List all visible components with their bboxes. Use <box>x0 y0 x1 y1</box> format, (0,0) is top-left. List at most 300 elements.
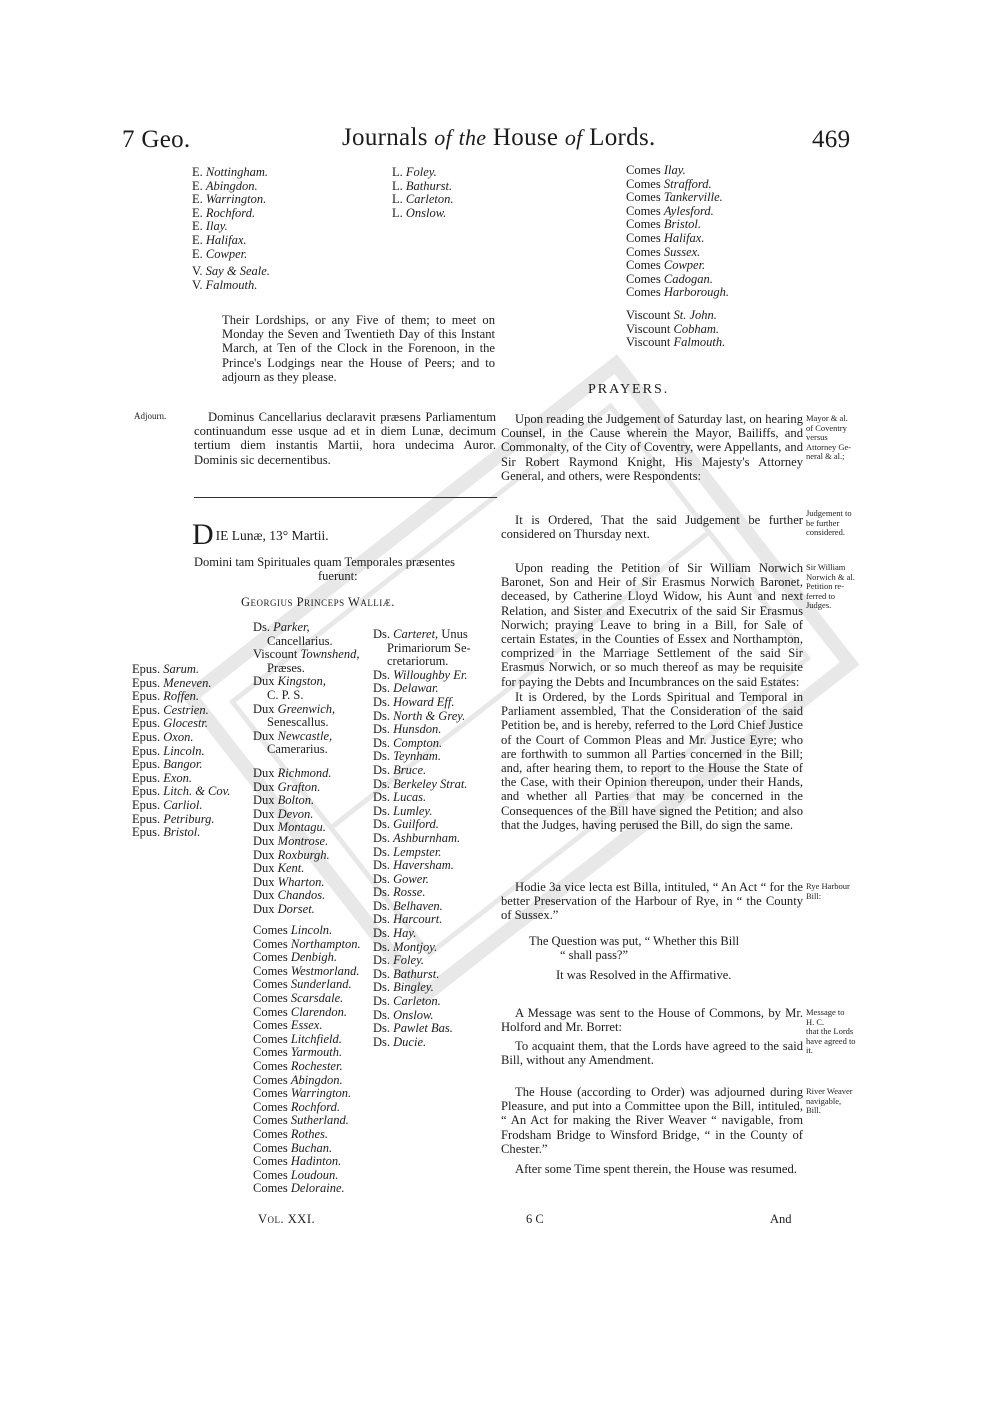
peer-name: Deloraine. <box>290 1181 345 1196</box>
margin-note-line: ferred to <box>806 590 836 601</box>
list-item <box>373 805 471 819</box>
title-prefix: Ds. <box>373 627 394 641</box>
office-title: cretariorum. <box>387 654 449 669</box>
peer-name: Exon. <box>163 770 193 785</box>
peer-name: Rosse. <box>393 885 426 900</box>
sitting-intro-line1: Domini tam Spirituales quam Temporales præsentes <box>194 555 456 569</box>
peer-name: Richmond. <box>277 766 332 780</box>
list-item <box>132 731 230 745</box>
list-item <box>253 821 331 835</box>
title-prefix: Ds. <box>373 776 394 791</box>
barons-list <box>373 628 471 1049</box>
title-prefix: Epus. <box>132 811 164 826</box>
peer-name: Sunderland. <box>290 977 352 992</box>
peer-name: Sussex. <box>663 244 701 259</box>
sitting-heading <box>192 518 492 551</box>
peer-name: Cobham. <box>673 321 720 336</box>
earls-list <box>253 924 361 1196</box>
list-item <box>373 941 471 955</box>
title-prefix: E. <box>192 178 206 193</box>
dukes-list <box>253 767 331 917</box>
peer-name: Abingdon. <box>205 178 258 193</box>
peer-name: Cowper. <box>205 246 248 261</box>
title-prefix: Viscount <box>626 321 674 336</box>
list-item <box>253 1182 361 1196</box>
title-prefix: Ds. <box>373 1034 394 1049</box>
list-item <box>373 832 471 846</box>
list-item <box>192 279 270 293</box>
list-item <box>373 981 471 995</box>
title-prefix: Epus. <box>132 797 164 812</box>
margin-note-line: Judges. <box>806 600 832 610</box>
list-item <box>373 723 471 737</box>
margin-note-line: navigable, <box>806 1095 842 1106</box>
list-item <box>253 1033 361 1047</box>
list-item <box>253 862 331 876</box>
peer-name: Hunsdon. <box>393 722 442 737</box>
list-item <box>253 1060 361 1074</box>
peer-name: Lempster. <box>393 844 442 859</box>
list-item <box>626 205 729 219</box>
list-item <box>253 1006 361 1020</box>
list-item <box>373 737 471 751</box>
list-item <box>132 758 230 772</box>
peer-name: Devon. <box>277 806 314 821</box>
peer-name: Petriburg. <box>163 811 215 826</box>
title-prefix: Epus. <box>132 716 164 731</box>
title-prefix: Ds. <box>373 694 394 709</box>
title-prefix: Ds. <box>373 939 394 954</box>
list-item <box>392 180 453 194</box>
title-prefix: Ds. <box>373 980 394 995</box>
list-item <box>192 166 270 180</box>
title-prefix: Ds. <box>373 1021 394 1036</box>
peer-name: Roxburgh. <box>277 847 330 862</box>
peer-name: Carteret, <box>393 627 439 641</box>
list-item <box>253 781 331 795</box>
peer-name: Northampton. <box>290 936 361 951</box>
list-item <box>626 232 729 246</box>
margin-note-line: Bill. <box>806 1105 821 1115</box>
peer-name: Meneven. <box>163 675 212 690</box>
sitting-intro-line2: fuerunt: <box>318 569 358 583</box>
peer-name: Berkeley Strat. <box>393 776 468 791</box>
title-prefix: Comes <box>253 1181 291 1196</box>
title-prefix: Dux <box>253 728 278 743</box>
margin-note-line: Norwich & al. <box>806 571 855 582</box>
running-head-regnal-year: 7 Geo. <box>122 126 191 153</box>
norwich-paragraph: Upon reading the Petition of Sir William Norwich Baronet, Son and Heir of Sir Erasmus Norwich Baronet, deceased, by Catherine Lloyd Widow, his Aunt and next Relation, and Sister and Executrix of the said Sir Erasmus Norwich; praying Leave to bring in a Bill, for Sale of certain Estates, in the Counties of Essex and Northampton, comprized in the Marriage Settlement of the said Sir Erasmus Norwich, or so much thereof as may be requisite for paying the Debts and Incumbrances on the said Estates: <box>501 561 803 689</box>
margin-note-line: be further <box>806 517 840 528</box>
right-viscounts-list <box>626 309 725 350</box>
list-item <box>253 648 359 662</box>
list-item <box>253 635 359 649</box>
list-item <box>253 889 331 903</box>
peer-name: Bathurst. <box>393 966 440 981</box>
list-item <box>253 938 361 952</box>
title-prefix: Comes <box>253 1086 291 1101</box>
peer-name: Foley. <box>393 953 425 968</box>
title-prefix: L. <box>392 178 406 193</box>
question-line2: “ shall pass?” <box>560 948 629 962</box>
list-item <box>626 218 729 232</box>
margin-note-message <box>806 1008 856 1056</box>
judgement-paragraph: It is Ordered, That the said Judgement be further considered on Thursday next. <box>501 513 803 542</box>
list-item <box>253 703 359 717</box>
peer-name: Carliol. <box>163 797 203 812</box>
list-item <box>192 248 270 262</box>
list-item <box>132 663 230 677</box>
peer-name: Howard Eff. <box>393 694 455 709</box>
title-prefix: Epus. <box>132 743 164 758</box>
title-prefix: Epus. <box>132 825 164 840</box>
list-item <box>253 951 361 965</box>
peer-name: Belhaven. <box>393 898 443 913</box>
list-item <box>626 323 725 337</box>
list-item <box>626 273 729 287</box>
margin-note-line: it. <box>806 1045 813 1055</box>
title-prefix: Dux <box>253 766 278 780</box>
list-item <box>132 704 230 718</box>
peer-name: Carleton. <box>393 994 441 1009</box>
title-prefix: Comes <box>253 950 291 965</box>
question-line1: The Question was put, “ Whether this Bill <box>529 934 740 948</box>
list-item <box>626 309 725 323</box>
peer-name: Ilay. <box>663 163 686 177</box>
peer-name: Parker, <box>273 620 310 634</box>
title-prefix: Dux <box>253 861 278 876</box>
list-item <box>373 900 471 914</box>
peer-name: Rochester. <box>290 1058 343 1073</box>
title-prefix: Ds. <box>373 667 394 682</box>
peer-name: Halifax. <box>663 230 705 245</box>
title-prefix: Ds. <box>373 749 394 764</box>
peer-name: Chandos. <box>277 888 326 903</box>
title-prefix: Comes <box>626 203 664 218</box>
peer-name: Montjoy. <box>393 939 438 954</box>
list-item <box>373 886 471 900</box>
peer-name: Hay. <box>393 926 417 941</box>
peer-name: Loudoun. <box>290 1167 339 1182</box>
office-title: Unus <box>438 627 468 641</box>
title-prefix: Ds. <box>373 830 394 845</box>
peer-name: Ilay. <box>205 219 228 234</box>
list-item <box>253 965 361 979</box>
peer-name: Bangor. <box>163 757 203 772</box>
title-prefix: Comes <box>253 1004 291 1019</box>
list-item <box>253 1128 361 1142</box>
title-prefix: Comes <box>253 1099 291 1114</box>
title-prefix: Ds. <box>373 898 394 913</box>
title-prefix: Ds. <box>373 722 394 737</box>
list-item <box>132 813 230 827</box>
title-prefix: Comes <box>626 176 664 191</box>
peer-name: Sarum. <box>163 662 200 676</box>
ordered-paragraph: It is Ordered, by the Lords Spiritual and Temporal in Parliament assembled, That the Consideration of the said Petition be, and is hereby, referred to the Lord Chief Justice of the Court of Common Pleas and Mr. Justice Eyre; who are forthwith to summon all Parties concerned in the Bill; and, after hearing them, to report to the House the State of the Case, with their Opinion thereupon, under their Hands, and whether all Parties that may be concerned in the Consequences of the Bill have signed the Petition; and also that the Judges, having perused the Bill, do sign the same. <box>501 690 803 832</box>
list-item <box>373 669 471 683</box>
peer-name: Aylesford. <box>663 203 714 218</box>
margin-note-adjourn: Adjourn. <box>134 411 167 421</box>
peer-name: Rochford. <box>205 205 256 220</box>
peer-name: Haversham. <box>393 858 454 873</box>
list-item <box>626 164 729 178</box>
list-item <box>253 992 361 1006</box>
peer-name: Lumley. <box>393 803 433 818</box>
peer-name: Cowper. <box>663 258 706 273</box>
title-word: of <box>564 125 583 150</box>
title-prefix: L. <box>392 192 406 207</box>
office-title: Senescallus. <box>267 715 329 730</box>
list-item <box>373 873 471 887</box>
weaver-bill-paragraph: The House (according to Order) was adjourned during Pleasure, and put into a Committee upon the Bill, intituled, “ An Act for making the River Weaver “ navigable, from Frodsham Bridge to Winsford Bridge, “ in the County of Chester.” <box>501 1085 803 1156</box>
page-number: 469 <box>812 126 851 153</box>
list-item <box>626 259 729 273</box>
peer-name: Bingley. <box>393 980 434 995</box>
title-prefix: Comes <box>626 244 664 259</box>
title-prefix: Comes <box>253 1154 291 1169</box>
peer-name: Kingston, <box>277 674 326 689</box>
title-prefix: Dux <box>253 833 278 848</box>
title-word: House <box>492 124 559 151</box>
list-item <box>253 689 359 703</box>
title-prefix: Comes <box>626 230 664 245</box>
peer-name: Clarendon. <box>290 1004 347 1019</box>
after-paragraph: After some Time spent therein, the House was resumed. <box>515 1162 797 1176</box>
list-item <box>253 716 359 730</box>
title-prefix: Comes <box>253 977 291 992</box>
list-item <box>192 193 270 207</box>
title-prefix: Epus. <box>132 702 164 717</box>
title-prefix: Epus. <box>132 675 164 690</box>
title-prefix: Epus. <box>132 757 164 772</box>
margin-note-line: Petition re- <box>806 581 845 591</box>
title-prefix: Dux <box>253 901 278 916</box>
peer-name: Litch. & Cov. <box>163 784 231 799</box>
margin-note-line: versus <box>806 432 828 442</box>
peer-name: Litchfield. <box>290 1031 342 1046</box>
peer-name: Warrington. <box>290 1086 352 1101</box>
margin-note-line: that the Lords <box>806 1026 854 1036</box>
list-item <box>373 628 471 642</box>
title-prefix: Ds. <box>373 885 394 900</box>
office-title: C. P. S. <box>267 687 304 702</box>
title-prefix: L. <box>392 165 406 179</box>
peer-name: Montrose. <box>277 833 329 848</box>
sitting-date: IE Lunæ, 13° Martii. <box>215 528 329 543</box>
list-item <box>373 655 471 669</box>
list-item <box>373 764 471 778</box>
signature-mark: 6 C <box>526 1212 544 1226</box>
list-item <box>373 750 471 764</box>
title-prefix: Dux <box>253 820 278 835</box>
peer-name: Teynham. <box>393 749 441 764</box>
list-item <box>132 745 230 759</box>
title-prefix: Comes <box>253 990 291 1005</box>
margin-note-line: Judgement to <box>806 508 852 518</box>
title-prefix: Ds. <box>373 844 394 859</box>
list-item <box>253 1114 361 1128</box>
officers-list <box>253 621 359 757</box>
peer-name: Rochford. <box>290 1099 341 1114</box>
peer-name: Yarmouth. <box>290 1045 343 1060</box>
peer-name: Dorset. <box>277 901 315 916</box>
margin-note-line: have agreed to <box>806 1035 856 1046</box>
list-item <box>253 794 331 808</box>
list-item <box>253 835 331 849</box>
list-item <box>373 954 471 968</box>
peer-name: Nottingham. <box>205 165 269 179</box>
peer-name: Westmorland. <box>290 963 360 978</box>
prince-of-wales: Georgius Princeps Walliæ. <box>241 595 395 609</box>
title-prefix: Ds. <box>373 926 394 941</box>
list-item <box>373 913 471 927</box>
title-prefix: Epus. <box>132 784 164 799</box>
peer-name: Warrington. <box>205 192 267 207</box>
acquaint-paragraph: To acquaint them, that the Lords have agreed to the said Bill, without any Amendment. <box>501 1039 803 1068</box>
title-prefix: Comes <box>253 1058 291 1073</box>
message-paragraph: A Message was sent to the House of Commons, by Mr. Holford and Mr. Borret: <box>501 1006 803 1035</box>
catchword: And <box>770 1212 792 1226</box>
drop-cap: D <box>192 518 214 551</box>
title-prefix: Comes <box>626 163 664 177</box>
peer-name: Townshend, <box>300 647 360 662</box>
title-prefix: Ds. <box>373 994 394 1009</box>
title-prefix: Ds. <box>373 871 394 886</box>
committee-list-earls-viscounts <box>192 166 270 292</box>
title-prefix: Dux <box>253 793 278 808</box>
title-prefix: Comes <box>626 258 664 273</box>
peer-name: Pawlet Bas. <box>393 1021 453 1036</box>
title-prefix: Epus. <box>132 689 164 704</box>
peer-name: Kent. <box>277 861 305 876</box>
title-prefix: Dux <box>253 874 278 889</box>
title-prefix: L. <box>392 205 406 220</box>
peer-name: Sutherland. <box>290 1113 349 1128</box>
peer-name: Strafford. <box>663 176 712 191</box>
right-earls-list <box>626 164 729 300</box>
peer-name: Guilford. <box>393 817 439 832</box>
peer-name: Onslow. <box>405 205 447 220</box>
margin-note-line: Attorney Ge- <box>806 441 852 452</box>
peer-name: Halifax. <box>205 232 247 247</box>
peer-name: Abingdon. <box>290 1072 343 1087</box>
office-title: Camerarius. <box>267 742 328 757</box>
title-prefix: Epus. <box>132 770 164 785</box>
list-item <box>192 207 270 221</box>
title-prefix: Comes <box>253 1140 291 1155</box>
office-title: Cancellarius. <box>267 633 333 648</box>
title-prefix: Comes <box>626 285 664 300</box>
committee-instruction <box>222 313 495 384</box>
title-prefix: Epus. <box>132 662 164 676</box>
list-item <box>253 1087 361 1101</box>
title-prefix: V. <box>192 264 206 279</box>
title-prefix: Ds. <box>373 803 394 818</box>
title-prefix: Epus. <box>132 729 164 744</box>
list-item <box>253 730 359 744</box>
list-item <box>132 799 230 813</box>
peer-name: Glocestr. <box>163 716 209 731</box>
list-item <box>253 849 331 863</box>
title-prefix: Ds. <box>373 858 394 873</box>
list-item <box>253 1142 361 1156</box>
list-item <box>132 826 230 840</box>
peer-name: Falmouth. <box>205 277 258 292</box>
list-item <box>192 180 270 194</box>
list-item <box>192 220 270 234</box>
title-word: Journals <box>342 124 428 151</box>
peer-name: Carleton. <box>405 192 454 207</box>
peer-name: Compton. <box>393 735 443 750</box>
committee-list-lords <box>392 166 453 220</box>
title-prefix: Dux <box>253 888 278 903</box>
margin-note-line: Bill: <box>806 890 822 901</box>
list-item <box>253 767 331 781</box>
prayers-heading: PRAYERS. <box>588 382 670 397</box>
list-item <box>392 193 453 207</box>
title-prefix: Comes <box>253 1113 291 1128</box>
peer-name: Bruce. <box>393 762 427 777</box>
list-item <box>132 785 230 799</box>
title-prefix: Ds. <box>373 1007 394 1022</box>
title-prefix: Comes <box>253 1018 291 1033</box>
margin-note-coventry <box>806 414 851 462</box>
title-prefix: Dux <box>253 806 278 821</box>
list-item <box>373 968 471 982</box>
title-prefix: Dux <box>253 779 278 794</box>
list-item <box>253 1074 361 1088</box>
list-item <box>373 1009 471 1023</box>
title-prefix: Ds. <box>373 735 394 750</box>
list-item <box>253 1101 361 1115</box>
list-item <box>192 234 270 248</box>
title-word: the <box>458 125 487 150</box>
title-prefix: Comes <box>626 190 664 205</box>
peer-name: Buchan. <box>290 1140 333 1155</box>
peer-name: Bathurst. <box>405 178 453 193</box>
title-prefix: Comes <box>253 936 291 951</box>
volume-number: Vol. XXI. <box>258 1212 316 1226</box>
list-item <box>392 166 453 180</box>
peer-name: Roffen. <box>163 689 200 704</box>
title-prefix: Ds. <box>253 620 274 634</box>
list-item <box>132 690 230 704</box>
peer-name: North & Grey. <box>393 708 466 723</box>
title-prefix: Ds. <box>373 953 394 968</box>
peer-name: Lincoln. <box>290 923 333 937</box>
list-item <box>392 207 453 221</box>
peer-name: Gower. <box>393 871 429 886</box>
margin-note-line: H. C. <box>806 1016 825 1027</box>
bishops-list <box>132 663 230 840</box>
title-word: of <box>434 125 453 150</box>
title-prefix: Ds. <box>373 817 394 832</box>
adjourn-paragraph: Dominus Cancellarius declaravit præsens Parliamentum continuandum esse usque ad et in diem Lunæ, decimum tertium diem instantis Martii, hora undecima Auror. Dominis sic decernentibus. <box>194 410 496 467</box>
list-item <box>253 1169 361 1183</box>
title-prefix: Ds. <box>373 966 394 981</box>
peer-name: Montagu. <box>277 820 326 835</box>
list-item <box>626 246 729 260</box>
rye-bill-paragraph: Hodie 3a vice lecta est Billa, intituled, “ An Act “ for the better Preservation of the Harbour of Rye, in “ the County of Sussex.” <box>501 880 803 923</box>
peer-name: Onslow. <box>393 1007 434 1022</box>
list-item <box>626 178 729 192</box>
list-item <box>373 682 471 696</box>
margin-note-line: of Coventry <box>806 422 847 433</box>
peer-name: Tankerville. <box>663 190 723 205</box>
peer-name: Ashburnham. <box>393 830 461 845</box>
title-prefix: Viscount <box>626 308 674 322</box>
title-prefix: Ds. <box>373 762 394 777</box>
